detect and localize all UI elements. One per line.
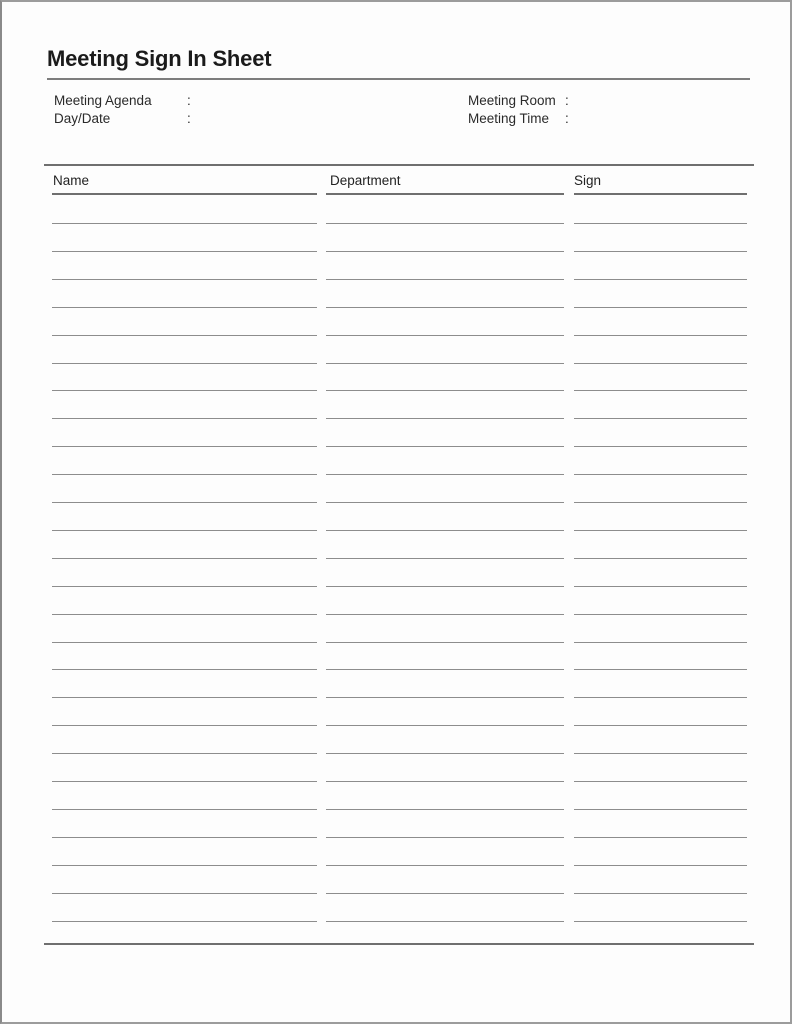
- signin-row-line: [574, 865, 747, 866]
- blank-signin-row: [44, 614, 754, 615]
- signin-row-line: [326, 530, 564, 531]
- signin-row-line: [326, 363, 564, 364]
- blank-signin-row: [44, 418, 754, 419]
- signin-row-line: [574, 418, 747, 419]
- blank-signin-row: [44, 474, 754, 475]
- meeting-time-colon: :: [565, 110, 569, 126]
- blank-signin-row: [44, 893, 754, 894]
- meta-row-1: [2, 93, 792, 111]
- signin-row-line: [326, 865, 564, 866]
- day-date-label: Day/Date: [54, 110, 111, 126]
- signin-row-line: [574, 921, 747, 922]
- signin-row-line: [326, 697, 564, 698]
- signin-row-line: [574, 279, 747, 280]
- blank-signin-row: [44, 307, 754, 308]
- signin-row-line: [574, 446, 747, 447]
- signin-row-line: [326, 251, 564, 252]
- meeting-room-colon: :: [565, 93, 569, 108]
- blank-signin-row: [44, 921, 754, 922]
- blank-signin-row: [44, 642, 754, 643]
- signin-row-line: [326, 642, 564, 643]
- signin-row-line: [326, 781, 564, 782]
- signin-row-line: [574, 363, 747, 364]
- signin-row-line: [574, 335, 747, 336]
- signin-row-line: [326, 558, 564, 559]
- blank-signin-row: [44, 753, 754, 754]
- signin-row-line: [326, 474, 564, 475]
- signin-row-line: [52, 837, 317, 838]
- blank-signin-row: [44, 809, 754, 810]
- signin-row-line: [52, 307, 317, 308]
- header-underline-sign: [574, 193, 747, 195]
- signin-row-line: [52, 697, 317, 698]
- signin-row-line: [52, 586, 317, 587]
- signin-row-line: [52, 669, 317, 670]
- blank-signin-row: [44, 558, 754, 559]
- column-header-name: Name: [53, 173, 90, 188]
- signin-row-line: [52, 223, 317, 224]
- signin-row-line: [52, 809, 317, 810]
- meeting-time-label: Meeting Time: [468, 110, 550, 126]
- blank-signin-row: [44, 335, 754, 336]
- signin-row-line: [574, 251, 747, 252]
- signin-row-line: [326, 586, 564, 587]
- blank-signin-row: [44, 530, 754, 531]
- blank-signin-row: [44, 669, 754, 670]
- title-divider: [47, 78, 750, 80]
- signin-row-line: [326, 921, 564, 922]
- signin-row-line: [574, 307, 747, 308]
- signin-row-line: [574, 893, 747, 894]
- meeting-agenda-colon: :: [187, 93, 191, 108]
- signin-row-line: [326, 223, 564, 224]
- signin-row-line: [326, 307, 564, 308]
- signin-row-line: [52, 335, 317, 336]
- signin-row-line: [52, 446, 317, 447]
- signin-row-line: [574, 642, 747, 643]
- signin-row-line: [326, 809, 564, 810]
- blank-signin-row: [44, 697, 754, 698]
- signin-row-line: [326, 279, 564, 280]
- column-header-sign: Sign: [574, 173, 602, 188]
- signin-row-line: [574, 474, 747, 475]
- blank-signin-row: [44, 725, 754, 726]
- signin-row-line: [52, 363, 317, 364]
- signin-row-line: [574, 725, 747, 726]
- meeting-room-label: Meeting Room: [468, 93, 556, 108]
- meeting-agenda-label: Meeting Agenda: [54, 93, 152, 108]
- meeting-meta: [2, 93, 792, 128]
- signin-row-line: [326, 753, 564, 754]
- signin-row-line: [52, 530, 317, 531]
- signin-row-line: [52, 725, 317, 726]
- signin-row-line: [574, 530, 747, 531]
- signin-row-line: [574, 753, 747, 754]
- blank-signin-row: [44, 251, 754, 252]
- signin-table: [44, 164, 754, 945]
- header-underline: [44, 193, 754, 194]
- blank-signin-row: [44, 363, 754, 364]
- signin-row-line: [574, 697, 747, 698]
- signin-row-line: [52, 558, 317, 559]
- signin-row-line: [574, 837, 747, 838]
- day-date-colon: :: [187, 110, 191, 126]
- signin-row-line: [52, 614, 317, 615]
- page-title: Meeting Sign In Sheet: [47, 46, 272, 71]
- signin-row-line: [326, 837, 564, 838]
- blank-signin-row: [44, 502, 754, 503]
- blank-signin-row: [44, 223, 754, 224]
- signin-row-line: [52, 753, 317, 754]
- blank-signin-row: [44, 446, 754, 447]
- blank-signin-row: [44, 837, 754, 838]
- signin-row-line: [574, 614, 747, 615]
- signin-row-line: [326, 335, 564, 336]
- signin-row-line: [52, 502, 317, 503]
- signin-row-line: [574, 390, 747, 391]
- blank-signin-row: [44, 279, 754, 280]
- signin-row-line: [574, 809, 747, 810]
- signin-row-line: [52, 474, 317, 475]
- signin-row-line: [574, 223, 747, 224]
- signin-row-line: [52, 251, 317, 252]
- signin-row-line: [326, 390, 564, 391]
- signin-row-line: [326, 418, 564, 419]
- meta-row-2: [2, 111, 792, 129]
- signin-row-line: [326, 446, 564, 447]
- signin-row-line: [574, 669, 747, 670]
- signin-row-line: [52, 893, 317, 894]
- signin-row-line: [326, 502, 564, 503]
- signin-row-line: [52, 865, 317, 866]
- header-underline-name: [52, 193, 317, 195]
- signin-row-line: [52, 279, 317, 280]
- signin-row-line: [574, 586, 747, 587]
- signin-row-line: [326, 614, 564, 615]
- signin-row-line: [574, 781, 747, 782]
- signin-row-line: [52, 642, 317, 643]
- signin-row-line: [326, 669, 564, 670]
- signin-row-line: [574, 502, 747, 503]
- signin-row-line: [52, 418, 317, 419]
- signin-row-line: [52, 921, 317, 922]
- signin-row-line: [52, 781, 317, 782]
- blank-signin-row: [44, 781, 754, 782]
- blank-signin-row: [44, 390, 754, 391]
- blank-signin-row: [44, 865, 754, 866]
- blank-signin-row: [44, 586, 754, 587]
- signin-row-line: [326, 893, 564, 894]
- column-header-department: Department: [330, 173, 401, 188]
- signin-row-line: [326, 725, 564, 726]
- signin-row-line: [52, 390, 317, 391]
- header-underline-department: [326, 193, 564, 195]
- signin-row-line: [574, 558, 747, 559]
